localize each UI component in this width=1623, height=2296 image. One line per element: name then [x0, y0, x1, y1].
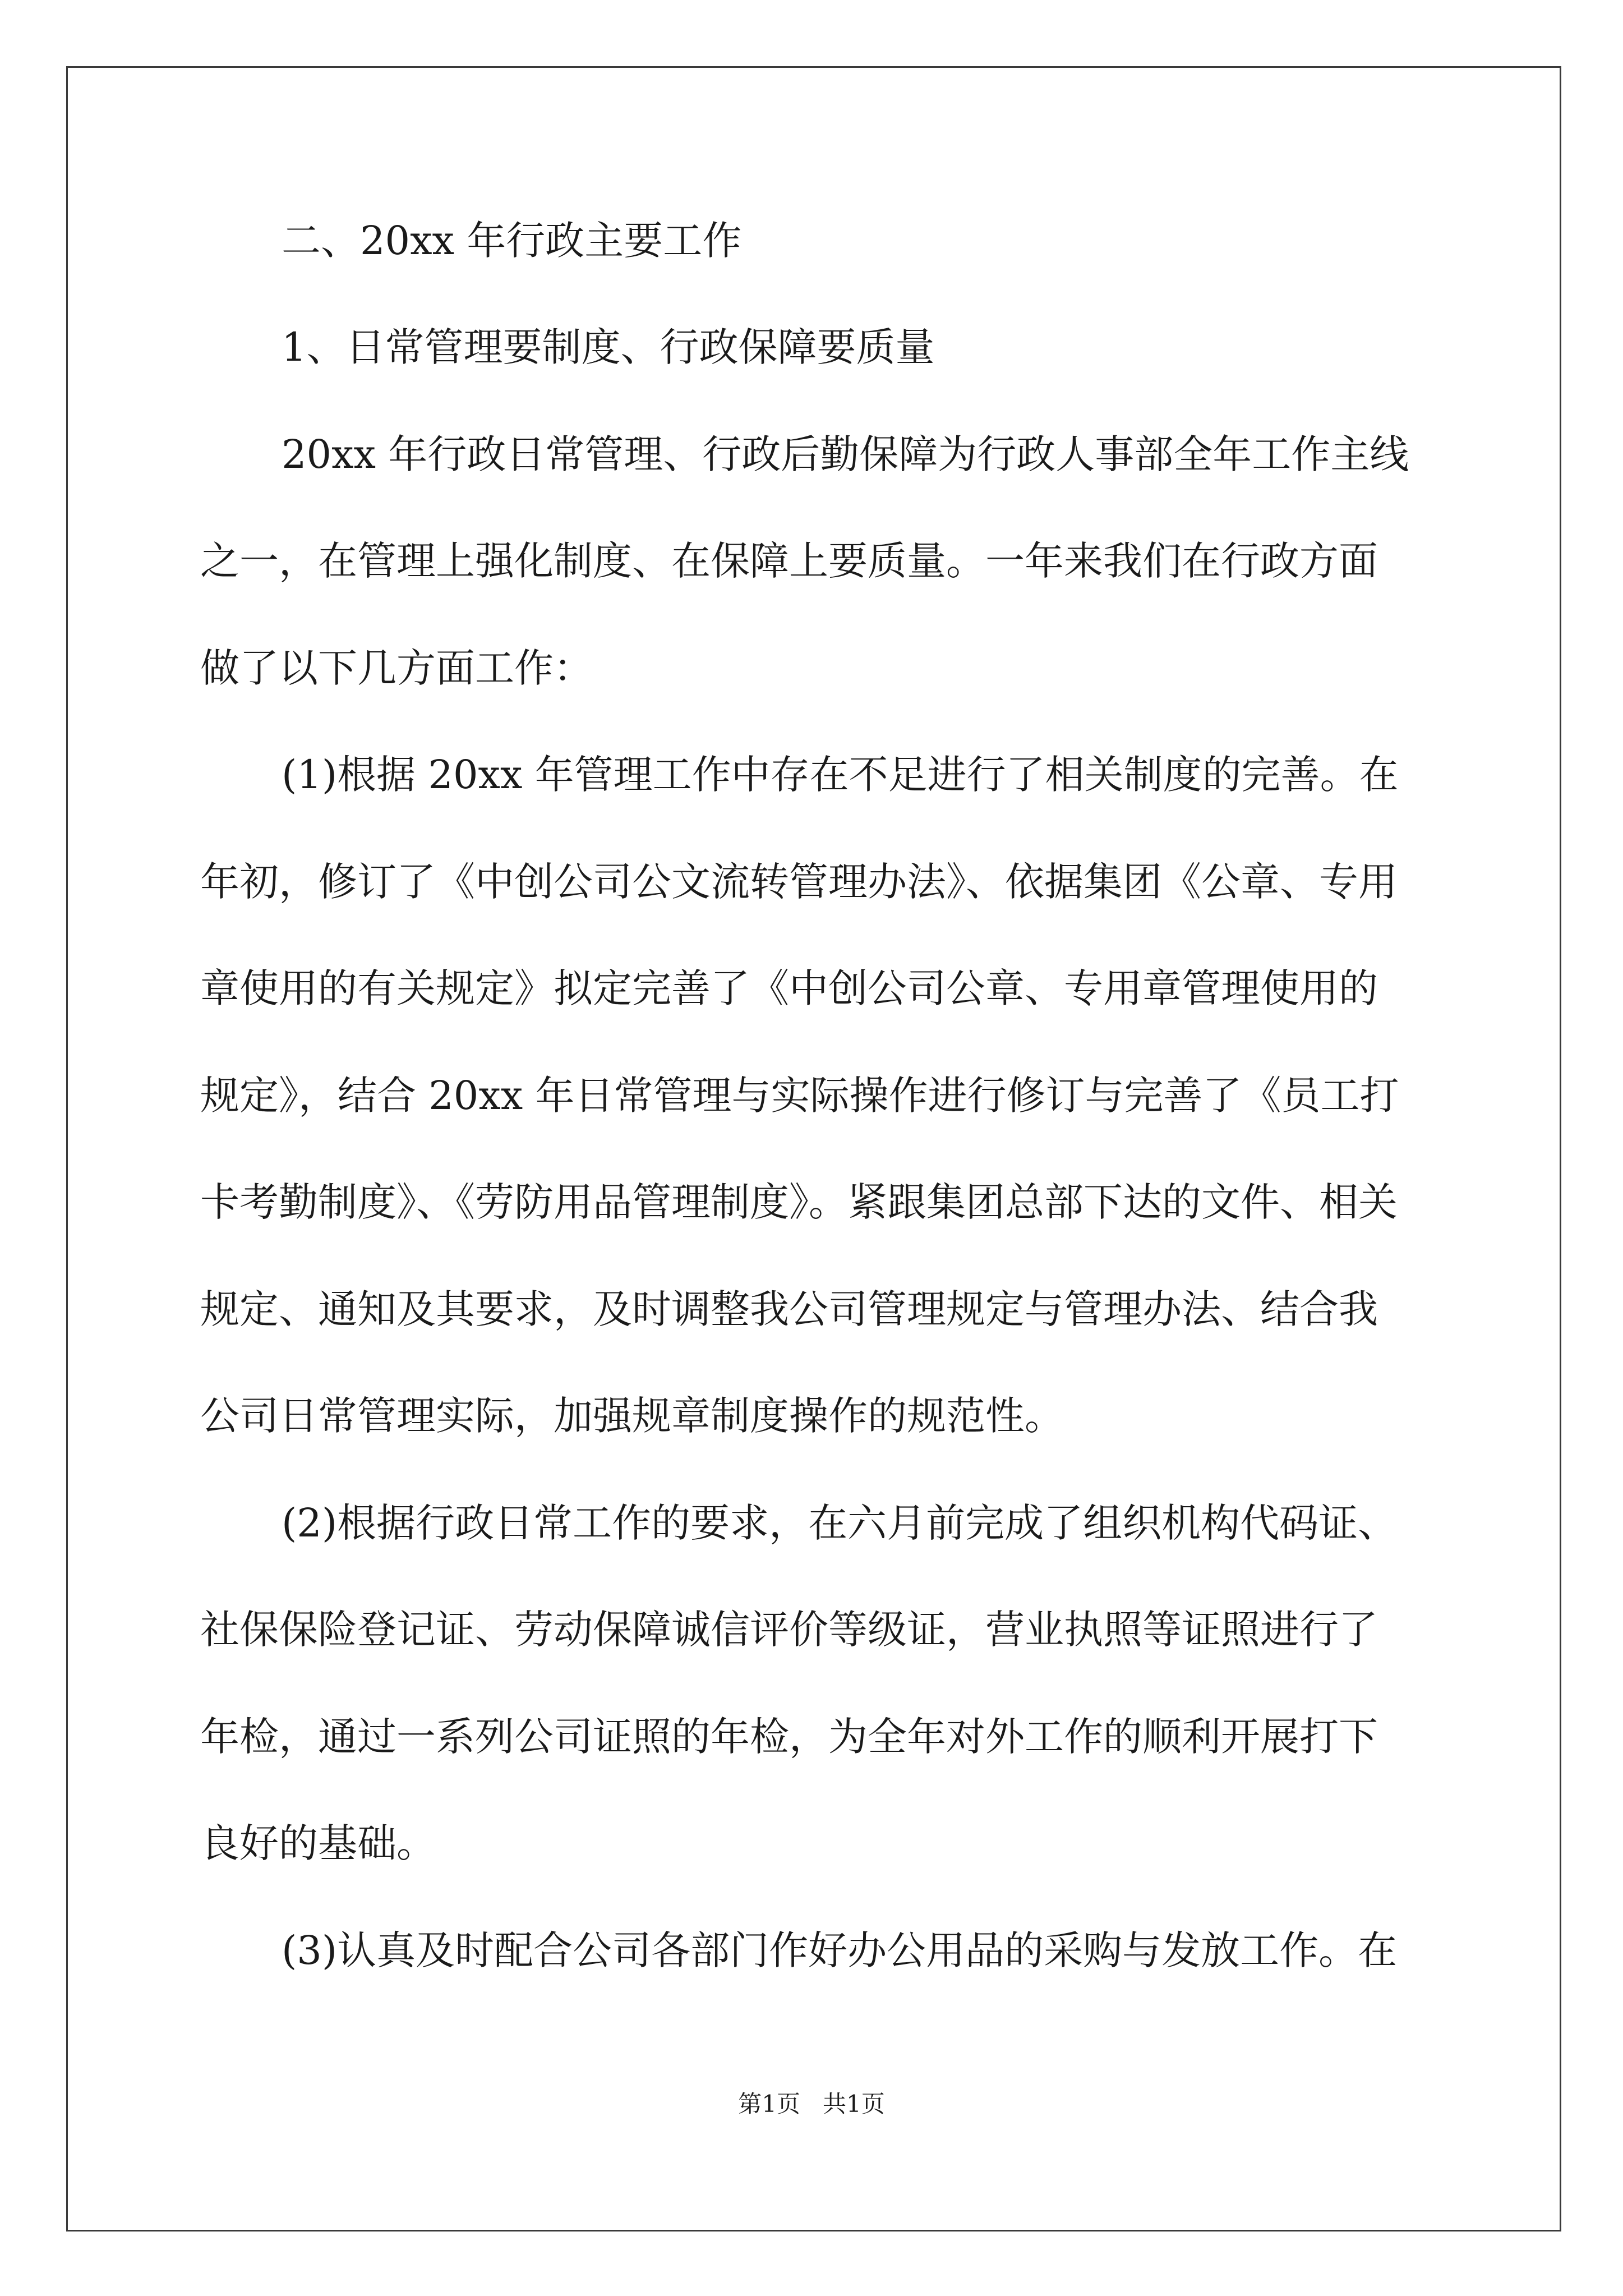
- paragraph-line: 做了以下几方面工作：: [200, 645, 593, 691]
- paragraph-line: (2)根据行政日常工作的要求，在六月前完成了组织机构代码证、: [282, 1500, 1398, 1546]
- paragraph-line: 规定》，结合 20xx 年日常管理与实际操作进行修订与完善了《员工打: [200, 1073, 1399, 1119]
- paragraph-line: (3)认真及时配合公司各部门作好办公用品的采购与发放工作。在: [282, 1927, 1398, 1973]
- paragraph-line: 20xx 年行政日常管理、行政后勤保障为行政人事部全年工作主线: [282, 431, 1409, 477]
- section-heading: 二、20xx 年行政主要工作: [282, 218, 742, 264]
- paragraph-line: (1)根据 20xx 年管理工作中存在不足进行了相关制度的完善。在: [282, 752, 1399, 798]
- subsection-heading: 1、日常管理要制度、行政保障要质量: [282, 324, 935, 370]
- paragraph-line: 年初，修订了《中创公司公文流转管理办法》、依据集团《公章、专用: [200, 859, 1398, 905]
- paragraph-line: 卡考勤制度》、《劳防用品管理制度》。紧跟集团总部下达的文件、相关: [200, 1179, 1398, 1225]
- page-number-footer: 第1页 共1页: [738, 2090, 885, 2118]
- paragraph-line: 之一，在管理上强化制度、在保障上要质量。一年来我们在行政方面: [200, 538, 1378, 584]
- page-border: [66, 66, 1561, 2231]
- paragraph-line: 章使用的有关规定》拟定完善了《中创公司公章、专用章管理使用的: [200, 965, 1378, 1011]
- paragraph-line: 规定、通知及其要求，及时调整我公司管理规定与管理办法、结合我: [200, 1286, 1378, 1332]
- paragraph-line: 年检，通过一系列公司证照的年检，为全年对外工作的顺利开展打下: [200, 1714, 1378, 1760]
- paragraph-line: 良好的基础。: [200, 1820, 436, 1866]
- paragraph-line: 社保保险登记证、劳动保障诚信评价等级证，营业执照等证照进行了: [200, 1607, 1378, 1653]
- paragraph-line: 公司日常管理实际，加强规章制度操作的规范性。: [200, 1393, 1064, 1439]
